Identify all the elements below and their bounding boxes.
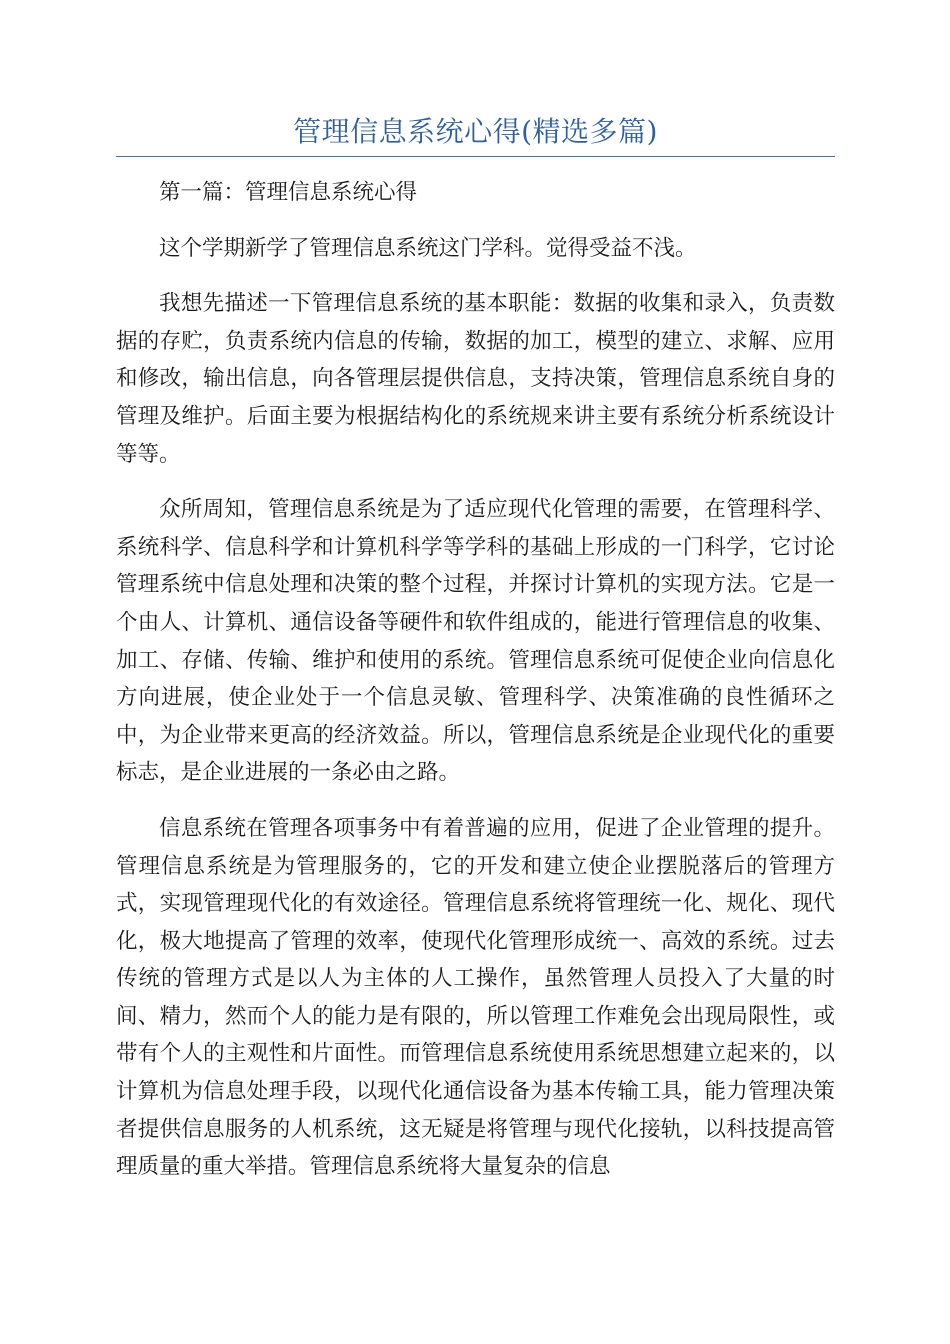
document-body (116, 174, 835, 1204)
paragraph-3: 众所周知，管理信息系统是为了适应现代化管理的需要，在管理科学、系统科学、信息科学和计算机科学等学科的基础上形成的一门科学，它讨论管理系统中信息处理和决策的整个过程，并探讨计算机的实现方法。它是一个由人、计算机、通信设备等硬件和软件组成的，能进行管理信息的收集、加工、存储、传输、维护和使用的系统。管理信息系统可促使企业向信息化方向进展，使企业处于一个信息灵敏、管理科学、决策准确的良性循环之中，为企业带来更高的经济效益。所以，管理信息系统是企业现代化的重要标志，是企业进展的一条必由之路。 (116, 497, 835, 786)
paragraph-2: 我想先描述一下管理信息系统的基本职能：数据的收集和录入，负责数据的存贮，负责系统内信息的传输，数据的加工，模型的建立、求解、应用和修改，输出信息，向各管理层提供信息，支持决策，管理信息系统自身的管理及维护。后面主要为根据结构化的系统规来讲主要有系统分析系统设计等等。 (116, 291, 835, 467)
document-title: 管理信息系统心得(精选多篇) (293, 115, 658, 148)
section-heading: 第一篇：管理信息系统心得 (159, 180, 418, 205)
paragraph-4: 信息系统在管理各项事务中有着普遍的应用，促进了企业管理的提升。管理信息系统是为管理服务的，它的开发和建立使企业摆脱落后的管理方式，实现管理现代化的有效途径。管理信息系统将管理统一化、规化、现代化，极大地提高了管理的效率，使现代化管理形成统一、高效的系统。过去传统的管理方式是以人为主体的人工操作，虽然管理人员投入了大量的时间、精力，然而个人的能力是有限的，所以管理工作难免会出现局限性，或带有个人的主观性和片面性。而管理信息系统使用系统思想建立起来的，以计算机为信息处理手段，以现代化通信设备为基本传输工具，能力管理决策者提供信息服务的人机系统，这无疑是将管理与现代化接轨，以科技提高管理质量的重大举措。管理信息系统将大量复杂的信息 (116, 815, 835, 1180)
paragraph-1: 这个学期新学了管理信息系统这门学科。觉得受益不浅。 (159, 235, 697, 261)
title-block (116, 112, 835, 157)
